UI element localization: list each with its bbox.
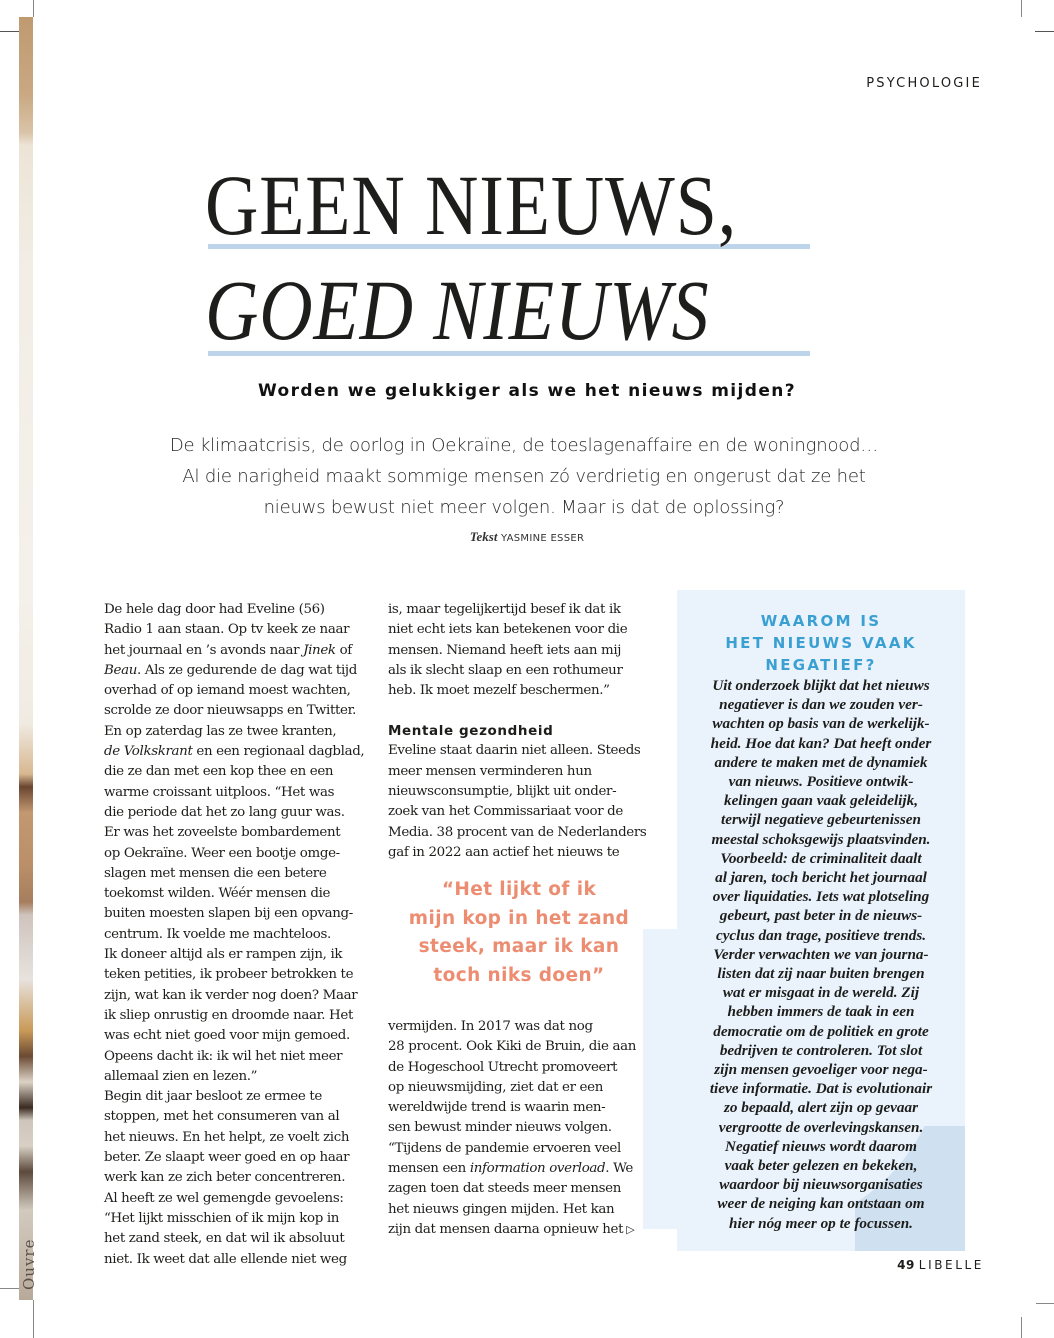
body-column-2-bottom (388, 1017, 650, 1240)
sidebar-body-line: gebeurt, past beter in de nieuws- (719, 907, 923, 925)
italic-title: Jinek (303, 642, 336, 658)
sidebar-body-line: democratie om de politiek en grote (713, 1022, 929, 1040)
sidebar-body-line: waardoor bij nieuwsorganisaties (719, 1176, 923, 1194)
body-line: Eveline staat daarin niet alleen. Steeds (388, 743, 641, 759)
sidebar-body-line: terwijl negatieve gebeurtenissen (721, 811, 921, 829)
pull-quote-line: steek, maar ik kan (418, 936, 620, 957)
body-line: de Volkskrant en een regionaal dagblad, (104, 744, 365, 760)
sidebar-body-line: bedrijven te controleren. Tot slot (719, 1041, 923, 1059)
photo-strip (19, 17, 38, 1300)
body-line: allemaal zien en lezen.” (104, 1068, 258, 1084)
body-line: buiten moesten slapen bij een opvang- (104, 906, 353, 922)
body-line: op Oekraïne. Weer een bootje omge- (104, 845, 340, 861)
sidebar-box (677, 590, 965, 1251)
body-line: beter. Ze slaapt weer goed en op haar (104, 1150, 350, 1166)
body-line: Begin dit jaar besloot ze ermee te (104, 1089, 322, 1105)
body-line: zagen toen dat steeds meer mensen (388, 1181, 621, 1197)
body-line: wereldwijde trend is waarin men- (388, 1100, 606, 1116)
folio (897, 1258, 984, 1272)
body-line: sen bewust minder nieuws volgen. (388, 1120, 612, 1136)
body-line: “Tijdens de pandemie ervoeren veel (388, 1140, 621, 1156)
body-line: teken petities, ik probeer betrokken te (104, 967, 354, 983)
sidebar-body-line: andere te maken met de dynamiek (714, 753, 928, 771)
body-line: het nieuws. En het helpt, ze voelt zich (104, 1129, 350, 1145)
italic-title: Beau (104, 662, 137, 678)
subtitle: Worden we gelukkiger als we het nieuws mijden? (257, 381, 797, 401)
section-label: PSYCHOLOGIE (866, 76, 982, 91)
sidebar-body-line: wat er misgaat in de wereld. Zij (722, 984, 920, 1002)
sidebar-body-line: zijn mensen gevoeliger voor nega- (714, 1061, 928, 1079)
sidebar-body-line: meestal schoksgewijs plaatsvinden. (711, 830, 931, 848)
body-line: niet echt iets kan betekenen voor die (388, 622, 628, 638)
body-column-2-top (388, 600, 650, 863)
body-line: stoppen, met het consumeren van al (104, 1109, 340, 1125)
body-column-1 (104, 600, 366, 1270)
body-line: Ik doneer altijd als er rampen zijn, ik (104, 947, 343, 963)
body-line: Beau. Als ze gedurende de dag wat tijd (104, 662, 357, 678)
body-line: centrum. Ik voelde me machteloos. (104, 926, 331, 942)
body-line: vermijden. In 2017 was dat nog (388, 1019, 593, 1034)
body-line: 28 procent. Ook Kiki de Bruin, die aan (388, 1039, 636, 1055)
body-line: Al heeft ze wel gemengde gevoelens: (104, 1190, 344, 1206)
crop-mark-bottom-left-h (0, 1288, 19, 1289)
body-line: Media. 38 procent van de Nederlanders (388, 824, 647, 840)
body-line: Radio 1 aan staan. Op tv keek ze naar (104, 622, 350, 638)
body-line: De hele dag door had Eveline (56) (104, 602, 325, 617)
body-line: Er was het zoveelste bombardement (104, 825, 341, 841)
sidebar-body-line: hier nóg meer op te focussen. (729, 1214, 913, 1232)
continue-arrow-icon: ▷ (623, 1222, 635, 1236)
sidebar-heading-line: NEGATIEF? (765, 656, 877, 674)
body-line: gaf in 2022 aan actief het nieuws te (388, 844, 620, 860)
body-line: warme croissant uitploos. “Het was (104, 784, 335, 800)
sidebar-body-line: over liquidaties. Iets wat plotseling (712, 888, 930, 906)
sidebar-heading (677, 610, 965, 676)
sidebar-heading-line: HET NIEUWS VAAK (725, 634, 917, 652)
body-line: die periode dat het zo lang guur was. (104, 804, 345, 820)
byline (0, 529, 1054, 545)
body-line: niet. Ik weet dat alle ellende niet weg (104, 1251, 347, 1267)
body-line: werk kan ze zich beter concentreren. (104, 1170, 346, 1186)
body-line: mensen een information overload. We (388, 1161, 633, 1177)
crop-mark-bottom-right-v (1021, 1317, 1022, 1338)
body-line: als ik slecht slaap en een rothumeur (388, 662, 623, 678)
body-line: heb. Ik moet mezelf beschermen.” (388, 683, 610, 699)
sidebar-body-line: Voorbeeld: de criminaliteit daalt (720, 849, 922, 867)
body-line: zoek van het Commissariaat voor de (388, 804, 623, 820)
sidebar-body-line: kelingen gaan vaak geleidelijk, (723, 792, 919, 810)
sidebar-body-line: van nieuws. Positieve ontwik- (728, 773, 914, 791)
body-line: is, maar tegelijkertijd besef ik dat ik (388, 602, 621, 617)
pull-quote-line: mijn kop in het zand (408, 907, 630, 929)
headline-line-1: GEEN NIEUWS, (205, 157, 738, 253)
body-line: toekomst wilden. Wéér mensen die (104, 886, 331, 902)
sidebar-body-line: al jaren, toch bericht het journaal (715, 869, 927, 887)
magazine-name: LIBELLE (918, 1258, 984, 1272)
pull-quote-line: toch niks doen” (433, 964, 605, 986)
body-line: op nieuwsmijding, ziet dat er een (388, 1079, 603, 1095)
body-line: mensen. Niemand heeft iets aan mij (388, 642, 622, 658)
sidebar-body-line: wachten op basis van de werkelijk- (712, 715, 930, 733)
italic-title: information overload (469, 1161, 606, 1177)
sidebar-body-line: vergrootte de overlevingskansen. (718, 1118, 924, 1136)
body-line: Opeens dacht ik: ik wil het niet meer (104, 1048, 343, 1064)
byline-author: YASMINE ESSER (500, 533, 585, 544)
body-line: nieuwsconsumptie, blijkt uit onder- (388, 784, 617, 800)
body-line: was echt niet goed voor mijn gemoed. (104, 1028, 350, 1044)
pull-quote (388, 876, 650, 990)
sidebar-body-line: zo bepaald, alert zijn op gevaar (723, 1099, 919, 1117)
sidebar-body-line: vaak beter gelezen en bekeken, (724, 1157, 918, 1175)
sidebar-body-line: Uit onderzoek blijkt dat het nieuws (712, 677, 930, 694)
body-line: het journaal en ’s avonds naar Jinek of (104, 642, 352, 658)
page-number: 49 (897, 1258, 915, 1272)
body-line: En op zaterdag las ze twee kranten, (104, 723, 337, 739)
body-line: meer mensen verminderen hun (388, 763, 592, 779)
sidebar-body-line: listen dat zij naar buiten brengen (717, 965, 925, 983)
body-line: ik sliep onrustig en droomde naar. Het (104, 1007, 353, 1023)
sidebar-body-line: Negatief nieuws wordt daarom (725, 1137, 917, 1155)
body-line: slagen met mensen die een betere (104, 865, 327, 881)
crop-mark-top-right-h (1035, 31, 1054, 32)
sidebar-body (677, 676, 965, 1233)
intro-line: De klimaatcrisis, de oorlog in Oekraïne, de toeslagenaffaire en de woningnood… (169, 435, 879, 456)
sidebar-body-line: Verder verwachten we van journa- (713, 945, 929, 963)
crop-mark-top-left-h (0, 31, 19, 32)
body-line: het zand steek, en dat wil ik absoluut (104, 1231, 345, 1247)
sidebar-body-line: hebben immers de taak in een (727, 1003, 915, 1021)
sidebar-body-line: negatiever is dan we zouden ver- (719, 696, 923, 714)
body-line: het nieuws gingen mijden. Het kan (388, 1201, 615, 1217)
photo-strip-lettering: Ouvre (20, 1238, 38, 1290)
intro-line: nieuws bewust niet meer volgen. Maar is dat de oplossing? (263, 497, 785, 518)
headline-line-2: GOED NIEUWS (205, 262, 710, 358)
byline-label: Tekst (469, 529, 498, 544)
subhead: Mentale gezondheid (388, 723, 554, 740)
sidebar-heading-line: WAAROM IS (760, 612, 882, 630)
body-line: zijn, wat kan ik verder nog doen? Maar (104, 987, 358, 1003)
crop-mark-top-right-v (1021, 0, 1022, 17)
italic-title: de Volkskrant (104, 744, 193, 760)
body-line: zijn dat mensen daarna opnieuw het ▷ (388, 1221, 635, 1237)
sidebar-body-line: weer de neiging kan ontstaan om (717, 1195, 925, 1213)
crop-mark-bottom-left-v (33, 1300, 34, 1338)
body-line: “Het lijkt misschien of ik mijn kop in (104, 1210, 340, 1226)
headline (205, 157, 813, 358)
sidebar-body-line: cyclus dan trage, positieve trends. (715, 926, 927, 944)
sidebar-body-line: heid. Hoe dat kan? Dat heeft onder (710, 734, 932, 752)
intro-line: Al die narigheid maakt sommige mensen zó verdrietig en ongerust dat ze het (182, 466, 866, 487)
sidebar-body-line: tieve informatie. Dat is evolutionair (709, 1080, 933, 1098)
body-line: overhad of op iemand moest wachten, (104, 683, 351, 699)
body-line: scrolde ze door nieuwsapps en Twitter. (104, 703, 357, 719)
crop-mark-bottom-right-h (1036, 1303, 1054, 1304)
body-line: de Hogeschool Utrecht promoveert (388, 1059, 618, 1075)
intro (120, 430, 928, 523)
crop-mark-top-left-v (33, 0, 34, 17)
pull-quote-line: “Het lijkt of ik (441, 879, 597, 900)
body-line: die ze dan met een kop thee en een (104, 764, 334, 780)
